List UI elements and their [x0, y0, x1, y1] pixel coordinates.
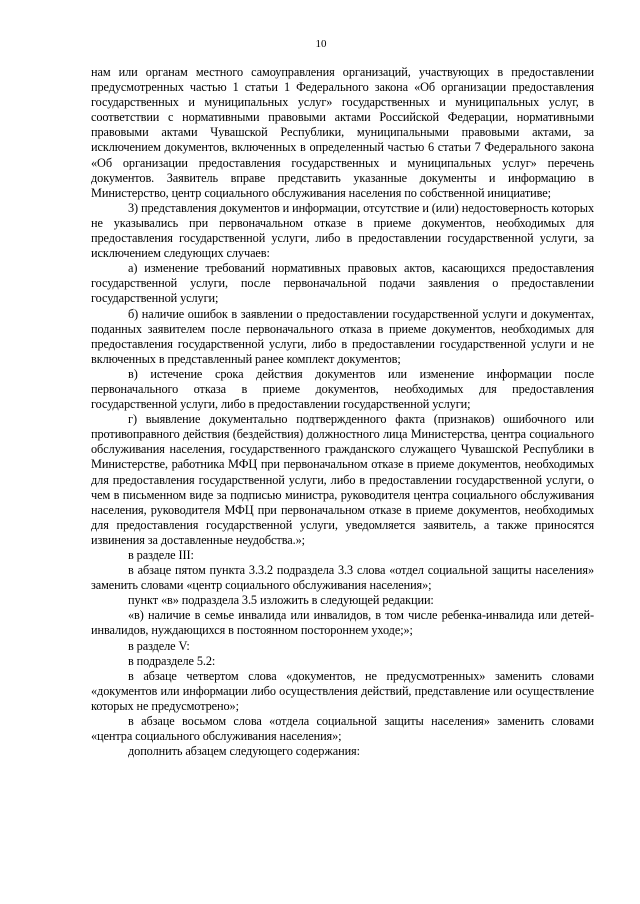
paragraph-5: в) истечение срока действия документов или изменение информации после первоначального отказа в приеме документов, необходимых для предоставления государственной услуги, либо в предоставлении государственной услуги; — [91, 366, 594, 412]
paragraph-2: 3) представления документов и информации, отсутствие и (или) недостоверность которых не указывались при первоначальном отказе в приеме документов, необходимых для предоставления государственной услуги, либо в предоставлении государственной услуги, за исключением следующих случаев: — [91, 200, 594, 261]
paragraph-10: «в) наличие в семье инвалида или инвалидов, в том числе ребенка-инвалида или детей-инвалидов, нуждающихся в постоянном постороннем уходе;»; — [91, 608, 594, 638]
paragraph-3: а) изменение требований нормативных правовых актов, касающихся предоставления государственной услуги, после первоначальной подачи заявления о предоставлении государственной услуги; — [91, 261, 594, 306]
paragraph-14: в абзаце восьмом слова «отдела социальной защиты населения» заменить словами «центра социального обслуживания населения»; — [91, 714, 594, 744]
paragraph-1: нам или органам местного самоуправления организаций, участвующих в предоставлении предусмотренных частью 1 статьи 1 Федерального закона «Об организации предоставления государственных и муниципальных услуг» государственных и муниципальных услуг, в соответствии с нормативными правовыми актами Российской Федерации, нормативными правовыми актами Чувашской Республики, муниципальными правовыми актами, за исключением документов, включенных в определенный частью 6 статьи 7 Федерального закона «Об организации предоставления государственных и муниципальных услуг» перечень документов. Заявитель вправе представить указанные документы и информацию в Министерство, центр социального обслуживания населения по собственной инициативе; — [91, 65, 594, 200]
paragraph-8: в абзаце пятом пункта 3.3.2 подраздела 3.3 слова «отдел социальной защиты населения» заменить словами «центр социального обслуживания населения»; — [91, 563, 594, 593]
paragraph-15: дополнить абзацем следующего содержания: — [128, 744, 360, 759]
paragraph-11: в разделе V: — [128, 638, 190, 653]
paragraph-13: в абзаце четвертом слова «документов, не предусмотренных» заменить словами «документов или информации либо осуществления действий, представление или осуществление которых не предусмотрено»; — [91, 668, 594, 713]
paragraph-9: пункт «в» подраздела 3.5 изложить в следующей редакции: — [128, 593, 434, 608]
document-body — [91, 65, 594, 759]
page-number: 10 — [315, 38, 327, 50]
paragraph-4: б) наличие ошибок в заявлении о предоставлении государственной услуги и документах, поданных заявителем после первоначального отказа в приеме документов, необходимых для предоставления государственной услуги, либо в предоставлении государственной услуги и не включенных в представленный ранее комплект документов; — [91, 306, 594, 366]
paragraph-6: г) выявление документально подтвержденного факта (признаков) ошибочного или противоправного действия (бездействия) должностного лица Министерства, центра социального обслуживания населения, государственного гражданского служащего Чувашской Республики в Министерстве, работника МФЦ при первоначальном отказе в приеме документов, необходимых для предоставления государственной услуги, либо в предоставлении государственной услуги, о чем в письменном виде за подписью министра, руководителя центра социального обслуживания населения, руководителя МФЦ при первоначальном отказе в приеме документов, необходимых для предоставления государственной услуги, уведомляется заявитель, а также приносятся извинения за доставленные неудобства.»; — [91, 412, 594, 547]
paragraph-7: в разделе III: — [128, 548, 194, 562]
paragraph-12: в подразделе 5.2: — [128, 653, 216, 668]
